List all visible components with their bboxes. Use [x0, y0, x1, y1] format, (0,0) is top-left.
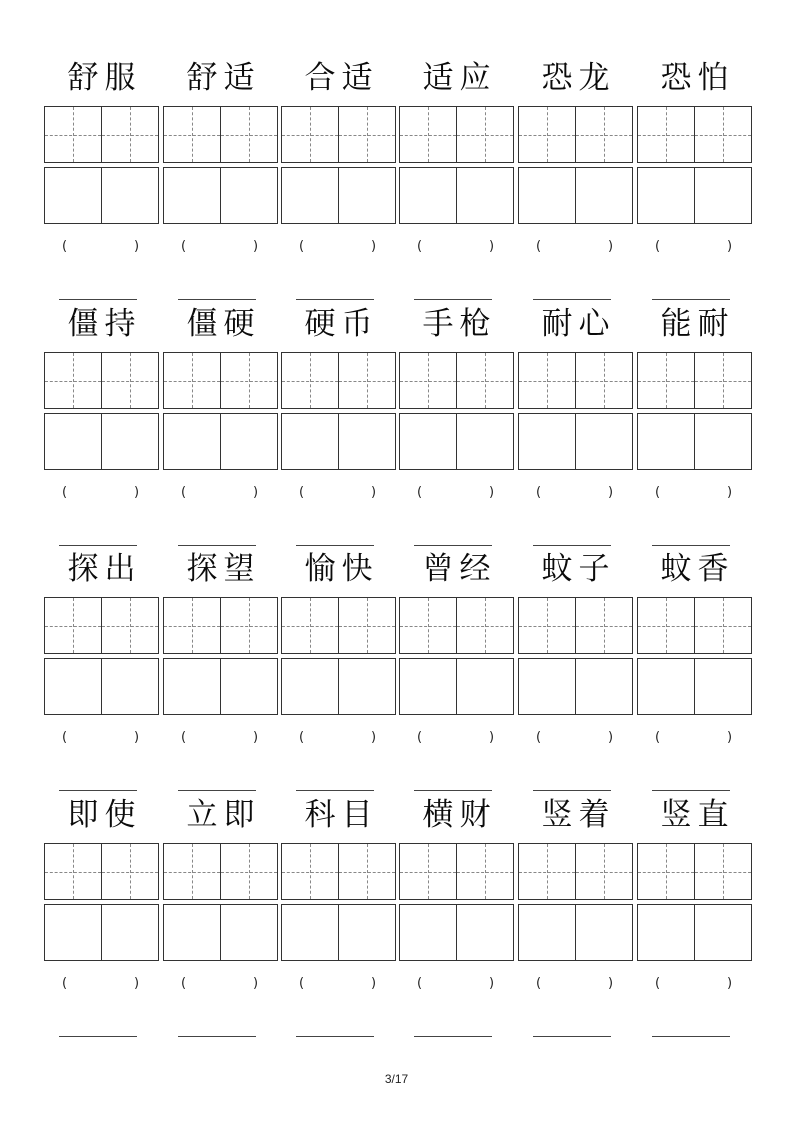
tianzige-cell[interactable]	[45, 844, 101, 899]
paren-open: (	[62, 485, 68, 500]
vocab-word: 愉快	[304, 551, 379, 587]
answer-underline[interactable]	[533, 299, 611, 300]
vocab-word: 僵持	[67, 306, 142, 342]
answer-underline[interactable]	[178, 299, 256, 300]
tianzige-cell[interactable]	[575, 353, 632, 408]
paren-close: )	[253, 976, 259, 991]
word-block	[0, 547, 793, 793]
writing-box-cell[interactable]	[45, 414, 101, 469]
tianzige-practice-grid[interactable]	[163, 843, 278, 900]
answer-underline[interactable]	[414, 1036, 492, 1037]
pinyin-parens[interactable]	[399, 239, 514, 259]
tianzige-cell[interactable]	[101, 844, 158, 899]
tianzige-cell[interactable]	[638, 107, 694, 162]
writing-box-cell[interactable]	[338, 168, 395, 223]
tianzige-practice-grid[interactable]	[637, 597, 752, 654]
paren-close: )	[489, 239, 495, 254]
pinyin-parens[interactable]	[637, 730, 752, 750]
writing-box-grid[interactable]	[163, 413, 278, 470]
paren-open: (	[417, 485, 423, 500]
writing-box-cell[interactable]	[638, 168, 694, 223]
writing-box-cell[interactable]	[101, 659, 158, 714]
writing-box-grid[interactable]	[399, 167, 514, 224]
tianzige-practice-grid[interactable]	[44, 843, 159, 900]
pinyin-parens[interactable]	[44, 730, 159, 750]
writing-box-cell[interactable]	[400, 659, 456, 714]
writing-box-cell[interactable]	[45, 168, 101, 223]
answer-underline[interactable]	[178, 1036, 256, 1037]
paren-close: )	[371, 239, 377, 254]
writing-box-cell[interactable]	[519, 659, 575, 714]
writing-box-cell[interactable]	[164, 905, 220, 960]
tianzige-cell[interactable]	[519, 598, 575, 653]
writing-box-grid[interactable]	[163, 658, 278, 715]
tianzige-practice-grid[interactable]	[399, 597, 514, 654]
vocab-word: 科目	[304, 797, 379, 833]
tianzige-cell[interactable]	[638, 353, 694, 408]
answer-underline[interactable]	[296, 790, 374, 791]
paren-open: (	[417, 239, 423, 254]
tianzige-cell[interactable]	[101, 598, 158, 653]
paren-close: )	[727, 730, 733, 745]
paren-close: )	[134, 976, 140, 991]
vocab-word: 蚊香	[660, 551, 735, 587]
tianzige-practice-grid[interactable]	[281, 843, 396, 900]
tianzige-practice-grid[interactable]	[518, 597, 633, 654]
tianzige-cell[interactable]	[282, 844, 338, 899]
writing-box-cell[interactable]	[638, 905, 694, 960]
tianzige-cell[interactable]	[575, 107, 632, 162]
writing-box-grid[interactable]	[44, 167, 159, 224]
tianzige-cell[interactable]	[456, 353, 513, 408]
tianzige-practice-grid[interactable]	[281, 597, 396, 654]
tianzige-cell[interactable]	[575, 598, 632, 653]
tianzige-cell[interactable]	[638, 598, 694, 653]
writing-box-cell[interactable]	[101, 414, 158, 469]
writing-box-cell[interactable]	[220, 659, 277, 714]
writing-box-cell[interactable]	[638, 414, 694, 469]
pinyin-parens[interactable]	[281, 730, 396, 750]
answer-underline[interactable]	[296, 1036, 374, 1037]
writing-box-cell[interactable]	[638, 659, 694, 714]
writing-box-cell[interactable]	[694, 659, 751, 714]
tianzige-practice-grid[interactable]	[518, 843, 633, 900]
tianzige-cell[interactable]	[338, 598, 395, 653]
pinyin-parens[interactable]	[518, 239, 633, 259]
writing-box-grid[interactable]	[637, 904, 752, 961]
writing-box-cell[interactable]	[282, 659, 338, 714]
tianzige-practice-grid[interactable]	[163, 106, 278, 163]
vocab-word: 即使	[67, 797, 142, 833]
vocab-word: 能耐	[660, 306, 735, 342]
pinyin-parens[interactable]	[637, 239, 752, 259]
writing-box-grid[interactable]	[637, 413, 752, 470]
paren-open: (	[299, 730, 305, 745]
tianzige-cell[interactable]	[338, 353, 395, 408]
pinyin-parens[interactable]	[163, 976, 278, 996]
answer-underline[interactable]	[533, 1036, 611, 1037]
tianzige-practice-grid[interactable]	[518, 106, 633, 163]
tianzige-practice-grid[interactable]	[163, 352, 278, 409]
paren-open: (	[655, 239, 661, 254]
writing-box-grid[interactable]	[399, 658, 514, 715]
writing-box-cell[interactable]	[456, 659, 513, 714]
paren-open: (	[181, 239, 187, 254]
writing-box-grid[interactable]	[44, 658, 159, 715]
writing-box-cell[interactable]	[519, 414, 575, 469]
paren-open: (	[62, 730, 68, 745]
page-number: 3/17	[384, 1072, 409, 1086]
tianzige-cell[interactable]	[638, 844, 694, 899]
paren-close: )	[489, 976, 495, 991]
tianzige-cell[interactable]	[400, 107, 456, 162]
vocab-word: 横财	[422, 797, 497, 833]
tianzige-cell[interactable]	[456, 107, 513, 162]
pinyin-parens[interactable]	[518, 485, 633, 505]
tianzige-cell[interactable]	[519, 353, 575, 408]
writing-box-cell[interactable]	[519, 168, 575, 223]
tianzige-cell[interactable]	[220, 107, 277, 162]
vocab-word: 舒服	[67, 60, 142, 96]
answer-underline[interactable]	[59, 790, 137, 791]
paren-close: )	[608, 239, 614, 254]
writing-box-grid[interactable]	[518, 167, 633, 224]
paren-close: )	[727, 976, 733, 991]
writing-box-grid[interactable]	[637, 167, 752, 224]
paren-open: (	[536, 239, 542, 254]
pinyin-parens[interactable]	[637, 976, 752, 996]
writing-box-cell[interactable]	[456, 905, 513, 960]
tianzige-cell[interactable]	[456, 844, 513, 899]
tianzige-practice-grid[interactable]	[637, 352, 752, 409]
pinyin-parens[interactable]	[518, 730, 633, 750]
tianzige-cell[interactable]	[519, 107, 575, 162]
tianzige-cell[interactable]	[164, 598, 220, 653]
answer-underline[interactable]	[178, 545, 256, 546]
pinyin-parens[interactable]	[163, 239, 278, 259]
writing-box-cell[interactable]	[164, 414, 220, 469]
vocab-word: 曾经	[422, 551, 497, 587]
paren-close: )	[134, 485, 140, 500]
writing-box-cell[interactable]	[694, 168, 751, 223]
writing-box-cell[interactable]	[575, 414, 632, 469]
writing-box-cell[interactable]	[101, 168, 158, 223]
tianzige-practice-grid[interactable]	[399, 106, 514, 163]
writing-box-grid[interactable]	[399, 413, 514, 470]
pinyin-parens[interactable]	[163, 485, 278, 505]
tianzige-practice-grid[interactable]	[637, 843, 752, 900]
answer-underline[interactable]	[414, 790, 492, 791]
tianzige-practice-grid[interactable]	[44, 597, 159, 654]
writing-box-cell[interactable]	[220, 905, 277, 960]
paren-open: (	[655, 485, 661, 500]
paren-open: (	[417, 730, 423, 745]
word-block	[0, 56, 793, 302]
vocab-word: 耐心	[541, 306, 616, 342]
answer-underline[interactable]	[59, 1036, 137, 1037]
paren-open: (	[181, 485, 187, 500]
tianzige-cell[interactable]	[400, 844, 456, 899]
vocab-word: 手枪	[422, 306, 497, 342]
pinyin-parens[interactable]	[399, 730, 514, 750]
tianzige-practice-grid[interactable]	[637, 106, 752, 163]
paren-open: (	[655, 730, 661, 745]
answer-underline[interactable]	[178, 790, 256, 791]
tianzige-practice-grid[interactable]	[399, 352, 514, 409]
paren-close: )	[608, 730, 614, 745]
vocab-word: 硬币	[304, 306, 379, 342]
tianzige-cell[interactable]	[338, 844, 395, 899]
writing-box-cell[interactable]	[456, 414, 513, 469]
pinyin-parens[interactable]	[44, 485, 159, 505]
vocab-word: 僵硬	[186, 306, 261, 342]
writing-box-cell[interactable]	[694, 905, 751, 960]
vocab-word: 恐怕	[660, 60, 735, 96]
writing-box-grid[interactable]	[281, 167, 396, 224]
answer-underline[interactable]	[652, 299, 730, 300]
writing-box-cell[interactable]	[575, 905, 632, 960]
tianzige-cell[interactable]	[220, 353, 277, 408]
pinyin-parens[interactable]	[281, 239, 396, 259]
answer-underline[interactable]	[652, 1036, 730, 1037]
writing-box-cell[interactable]	[400, 414, 456, 469]
answer-underline[interactable]	[296, 299, 374, 300]
writing-box-cell[interactable]	[400, 905, 456, 960]
writing-box-grid[interactable]	[163, 167, 278, 224]
writing-box-cell[interactable]	[45, 659, 101, 714]
vocab-word: 适应	[422, 60, 497, 96]
pinyin-parens[interactable]	[163, 730, 278, 750]
paren-open: (	[417, 976, 423, 991]
tianzige-cell[interactable]	[694, 353, 751, 408]
writing-box-cell[interactable]	[519, 905, 575, 960]
tianzige-cell[interactable]	[694, 844, 751, 899]
writing-box-grid[interactable]	[281, 413, 396, 470]
paren-open: (	[299, 239, 305, 254]
tianzige-practice-grid[interactable]	[281, 352, 396, 409]
pinyin-parens[interactable]	[399, 485, 514, 505]
tianzige-cell[interactable]	[45, 107, 101, 162]
writing-box-grid[interactable]	[44, 904, 159, 961]
writing-box-grid[interactable]	[281, 658, 396, 715]
writing-box-cell[interactable]	[338, 659, 395, 714]
paren-open: (	[536, 976, 542, 991]
answer-underline[interactable]	[533, 790, 611, 791]
paren-close: )	[253, 730, 259, 745]
paren-close: )	[608, 976, 614, 991]
paren-close: )	[727, 239, 733, 254]
paren-close: )	[727, 485, 733, 500]
tianzige-cell[interactable]	[519, 844, 575, 899]
tianzige-practice-grid[interactable]	[399, 843, 514, 900]
answer-underline[interactable]	[652, 790, 730, 791]
tianzige-cell[interactable]	[164, 107, 220, 162]
paren-close: )	[489, 730, 495, 745]
vocab-word: 舒适	[186, 60, 261, 96]
tianzige-cell[interactable]	[694, 598, 751, 653]
answer-underline[interactable]	[414, 545, 492, 546]
tianzige-cell[interactable]	[45, 353, 101, 408]
tianzige-cell[interactable]	[400, 353, 456, 408]
paren-open: (	[62, 239, 68, 254]
writing-box-cell[interactable]	[282, 168, 338, 223]
answer-underline[interactable]	[414, 299, 492, 300]
vocab-word: 竖着	[541, 797, 616, 833]
writing-box-grid[interactable]	[518, 904, 633, 961]
answer-underline[interactable]	[59, 545, 137, 546]
tianzige-cell[interactable]	[45, 598, 101, 653]
writing-box-cell[interactable]	[400, 168, 456, 223]
tianzige-cell[interactable]	[694, 107, 751, 162]
writing-box-cell[interactable]	[282, 414, 338, 469]
writing-box-cell[interactable]	[164, 659, 220, 714]
pinyin-parens[interactable]	[281, 976, 396, 996]
paren-open: (	[181, 976, 187, 991]
tianzige-cell[interactable]	[282, 107, 338, 162]
paren-close: )	[371, 485, 377, 500]
writing-box-cell[interactable]	[220, 414, 277, 469]
tianzige-cell[interactable]	[101, 107, 158, 162]
tianzige-cell[interactable]	[282, 598, 338, 653]
vocab-word: 竖直	[660, 797, 735, 833]
tianzige-practice-grid[interactable]	[281, 106, 396, 163]
writing-box-grid[interactable]	[281, 904, 396, 961]
writing-box-cell[interactable]	[338, 905, 395, 960]
paren-open: (	[62, 976, 68, 991]
paren-close: )	[371, 976, 377, 991]
word-block	[0, 302, 793, 548]
paren-close: )	[253, 485, 259, 500]
pinyin-parens[interactable]	[637, 485, 752, 505]
vocab-word: 蚊子	[541, 551, 616, 587]
answer-underline[interactable]	[59, 299, 137, 300]
vocab-word: 恐龙	[541, 60, 616, 96]
tianzige-cell[interactable]	[101, 353, 158, 408]
paren-close: )	[489, 485, 495, 500]
paren-close: )	[134, 239, 140, 254]
tianzige-cell[interactable]	[164, 844, 220, 899]
writing-box-cell[interactable]	[338, 414, 395, 469]
answer-underline[interactable]	[296, 545, 374, 546]
writing-box-cell[interactable]	[101, 905, 158, 960]
tianzige-cell[interactable]	[575, 844, 632, 899]
writing-box-cell[interactable]	[575, 168, 632, 223]
paren-close: )	[371, 730, 377, 745]
pinyin-parens[interactable]	[44, 239, 159, 259]
writing-box-cell[interactable]	[575, 659, 632, 714]
tianzige-cell[interactable]	[456, 598, 513, 653]
paren-open: (	[299, 485, 305, 500]
tianzige-cell[interactable]	[220, 844, 277, 899]
tianzige-cell[interactable]	[164, 353, 220, 408]
writing-box-cell[interactable]	[220, 168, 277, 223]
vocab-word: 探望	[186, 551, 261, 587]
tianzige-cell[interactable]	[400, 598, 456, 653]
writing-box-cell[interactable]	[456, 168, 513, 223]
writing-box-cell[interactable]	[164, 168, 220, 223]
tianzige-practice-grid[interactable]	[44, 106, 159, 163]
paren-close: )	[608, 485, 614, 500]
tianzige-cell[interactable]	[338, 107, 395, 162]
paren-open: (	[536, 730, 542, 745]
tianzige-practice-grid[interactable]	[163, 597, 278, 654]
writing-box-cell[interactable]	[282, 905, 338, 960]
pinyin-parens[interactable]	[44, 976, 159, 996]
writing-box-grid[interactable]	[637, 658, 752, 715]
writing-box-cell[interactable]	[45, 905, 101, 960]
tianzige-practice-grid[interactable]	[44, 352, 159, 409]
writing-box-grid[interactable]	[518, 413, 633, 470]
writing-box-grid[interactable]	[399, 904, 514, 961]
paren-close: )	[253, 239, 259, 254]
vocab-word: 探出	[67, 551, 142, 587]
paren-open: (	[655, 976, 661, 991]
pinyin-parens[interactable]	[518, 976, 633, 996]
answer-underline[interactable]	[652, 545, 730, 546]
paren-open: (	[536, 485, 542, 500]
answer-underline[interactable]	[533, 545, 611, 546]
pinyin-parens[interactable]	[399, 976, 514, 996]
tianzige-practice-grid[interactable]	[518, 352, 633, 409]
writing-box-grid[interactable]	[44, 413, 159, 470]
vocab-word: 合适	[304, 60, 379, 96]
pinyin-parens[interactable]	[281, 485, 396, 505]
tianzige-cell[interactable]	[220, 598, 277, 653]
writing-box-grid[interactable]	[518, 658, 633, 715]
writing-box-cell[interactable]	[694, 414, 751, 469]
paren-close: )	[134, 730, 140, 745]
word-block	[0, 793, 793, 1039]
vocab-word: 立即	[186, 797, 261, 833]
writing-box-grid[interactable]	[163, 904, 278, 961]
paren-open: (	[299, 976, 305, 991]
paren-open: (	[181, 730, 187, 745]
tianzige-cell[interactable]	[282, 353, 338, 408]
